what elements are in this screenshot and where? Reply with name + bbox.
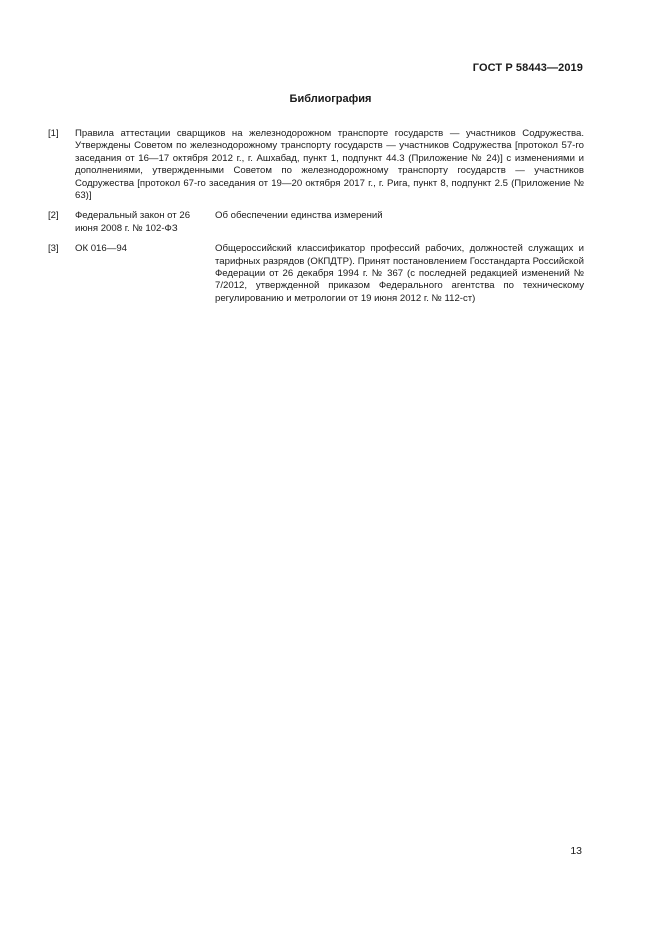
entry-description: Об обеспечении единства измерений [215,210,383,222]
entry-number: [1] [48,128,59,139]
entry-identifier: ОК 016—94 [75,243,127,255]
entry-number: [3] [48,243,59,255]
page-title: Библиография [289,93,372,105]
entry-description: Общероссийский классификатор профессий рабочих, должностей служащих и тарифных разрядов (ОКПДТР). Принят постановлением Госстандарта Российской Федерации от 26 декабря 1994 г. № 367 (с последней редакцией изменений № 7/2012, утвержденной приказом Федерального агентства по техническому регулированию и метрологии от 19 июня 2012 г. № 112-ст) [215,243,584,304]
entry-text: Правила аттестации сварщиков на железнодорожном транспорте государств — участников Содружества. Утверждены Советом по железнодорожному транспорту государств — участников Содружества [протокол 57-го заседания от 16—17 октября 2012 г., г. Ашхабад, пункт 1, подпункт 44.3 (Приложение № 24)] с изменениями и дополнениями, утвержденными Советом по железнодорожному транспорту государств — участников Содружества [протокол 67-го заседания от 19—20 октября 2017 г., г. Рига, пункт 8, подпункт 2.5 (Приложение № 63)] [75,128,584,202]
entry-identifier: Федеральный закон от 26 июня 2008 г. № 102-ФЗ [75,210,191,234]
standard-code-header: ГОСТ Р 58443—2019 [472,62,583,74]
bibliography-entry-1 [48,128,584,202]
bibliography-list [48,128,584,313]
entry-number: [2] [48,210,59,222]
bibliography-entry-3 [48,243,584,305]
bibliography-entry-2 [48,210,584,235]
page-number: 13 [570,845,582,857]
